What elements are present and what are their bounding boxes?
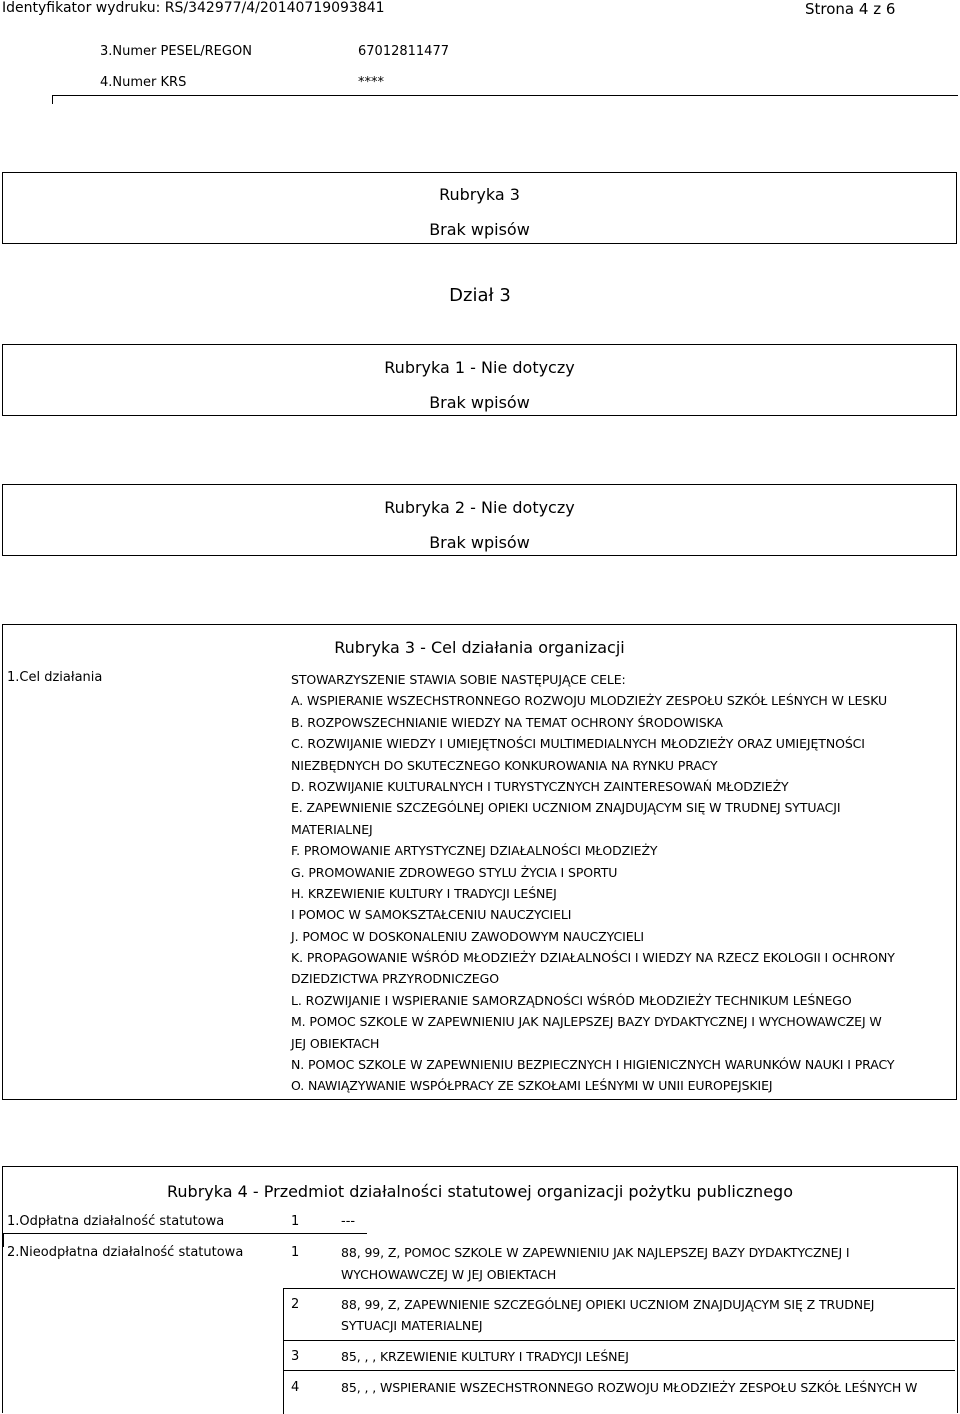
krs-label: 4.Numer KRS	[100, 75, 187, 90]
paid-row-tick	[3, 1233, 4, 1247]
unpaid-row-rule	[283, 1370, 955, 1371]
goal-line: JEJ OBIEKTACH	[291, 1035, 380, 1051]
goal-line: D. ROZWIJANIE KULTURALNYCH I TURYSTYCZNYCH ZAINTERESOWAŃ MŁODZIEŻY	[291, 778, 789, 794]
goal-line: B. ROZPOWSZECHNIANIE WIEDZY NA TEMAT OCHRONY ŚRODOWISKA	[291, 714, 723, 730]
section-rubryka-2	[2, 484, 957, 556]
goal-line: STOWARZYSZENIE STAWIA SOBIE NASTĘPUJĄCE CELE:	[291, 672, 626, 687]
goal-line: N. POMOC SZKOLE W ZAPEWNIENIU BEZPIECZNYCH I HIGIENICZNYCH WARUNKÓW NAUKI I PRACY	[291, 1057, 895, 1073]
section-title: Rubryka 3 - Cel działania organizacji	[334, 638, 625, 657]
paid-row-rule	[3, 1233, 367, 1234]
goal-line: DZIEDZICTWA PRZYRODNICZEGO	[291, 971, 499, 987]
section-title: Rubryka 4 - Przedmiot działalności statutowej organizacji pożytku publicznego	[167, 1182, 793, 1201]
unpaid-item-line: SYTUACJI MATERIALNEJ	[341, 1318, 483, 1333]
section-entry: Brak wpisów	[429, 220, 530, 239]
paid-activity-label: 1.Odpłatna działalność statutowa	[7, 1214, 225, 1229]
unpaid-col-rule	[283, 1288, 284, 1414]
goal-line: O. NAWIĄZYWANIE WSPÓŁPRACY ZE SZKOŁAMI LEŚNYMI W UNII EUROPEJSKIEJ	[291, 1078, 773, 1094]
unpaid-item-num: 2	[291, 1297, 300, 1312]
unpaid-activity-label: 2.Nieodpłatna działalność statutowa	[7, 1245, 244, 1260]
goal-line: NIEZBĘDNYCH DO SKUTECZNEGO KONKUROWANIA NA RYNKU PRACY	[291, 757, 718, 773]
pesel-label: 3.Numer PESEL/REGON	[100, 44, 252, 59]
section-entry: Brak wpisów	[429, 533, 530, 552]
goals-list	[291, 669, 895, 1097]
section-title: Rubryka 1 - Nie dotyczy	[384, 358, 575, 377]
goal-line: I POMOC W SAMOKSZTAŁCENIU NAUCZYCIELI	[291, 907, 572, 923]
unpaid-item-line: WYCHOWAWCZEJ W JEJ OBIEKTACH	[341, 1267, 557, 1282]
field-label: 1.Cel działania	[7, 670, 103, 685]
unpaid-row-rule	[283, 1340, 955, 1341]
page-number: Strona 4 z 6	[805, 0, 896, 18]
unpaid-item-line: 85, , , KRZEWIENIE KULTURY I TRADYCJI LEŚNEJ	[341, 1349, 629, 1364]
goal-line: A. WSPIERANIE WSZECHSTRONNEGO ROZWOJU MLODZIEŻY ZESPOŁU SZKÓŁ LEŚNYCH W LESKU	[291, 693, 887, 709]
goal-line: H. KRZEWIENIE KULTURY I TRADYCJI LEŚNEJ	[291, 885, 557, 901]
section-title: Rubryka 2 - Nie dotyczy	[384, 498, 575, 517]
goal-line: M. POMOC SZKOLE W ZAPEWNIENIU JAK NAJLEPSZEJ BAZY DYDAKTYCZNEJ I WYCHOWAWCZEJ W	[291, 1014, 882, 1030]
section-title: Rubryka 3	[439, 185, 520, 204]
paid-activity-value: ---	[341, 1214, 356, 1229]
goal-line: E. ZAPEWNIENIE SZCZEGÓLNEJ OPIEKI UCZNIOM ZNAJDUJĄCYM SIĘ W TRUDNEJ SYTUACJI	[291, 800, 841, 816]
unpaid-item-num: 1	[291, 1245, 300, 1260]
pesel-value: 67012811477	[358, 44, 449, 59]
unpaid-item-line: 88, 99, Z, POMOC SZKOLE W ZAPEWNIENIU JAK NAJLEPSZEJ BAZY DYDAKTYCZNEJ I	[341, 1245, 850, 1260]
unpaid-item-num: 4	[291, 1380, 300, 1395]
paid-activity-num: 1	[291, 1214, 300, 1229]
unpaid-item-line: 85, , , WSPIERANIE WSZECHSTRONNEGO ROZWOJU MŁODZIEŻY ZESPOŁU SZKÓŁ LEŚNYCH W	[341, 1380, 918, 1395]
section-entry: Brak wpisów	[429, 393, 530, 412]
goal-line: F. PROMOWANIE ARTYSTYCZNEJ DZIAŁALNOŚCI MŁODZIEŻY	[291, 843, 658, 859]
unpaid-row-rule	[283, 1288, 955, 1289]
unpaid-item-num: 3	[291, 1349, 300, 1364]
krs-value: ****	[358, 75, 384, 90]
id-rule	[52, 95, 958, 96]
goal-line: L. ROZWIJANIE I WSPIERANIE SAMORZĄDNOŚCI WŚRÓD MŁODZIEŻY TECHNIKUM LEŚNEGO	[291, 992, 852, 1008]
print-identifier: Identyfikator wydruku: RS/342977/4/20140719093841	[2, 0, 385, 16]
unpaid-item-line: 88, 99, Z, ZAPEWNIENIE SZCZEGÓLNEJ OPIEKI UCZNIOM ZNAJDUJĄCYM SIĘ Z TRUDNEJ	[341, 1297, 875, 1312]
section-rubryka-1	[2, 344, 957, 416]
goal-line: G. PROMOWANIE ZDROWEGO STYLU ŻYCIA I SPORTU	[291, 864, 618, 880]
section-przedmiot-dzialalnosci	[2, 1166, 958, 1413]
goal-line: J. POMOC W DOSKONALENIU ZAWODOWYM NAUCZYCIELI	[291, 928, 644, 944]
goal-line: K. PROPAGOWANIE WŚRÓD MŁODZIEŻY DZIAŁALNOŚCI I WIEDZY NA RZECZ EKOLOGII I OCHRONY	[291, 950, 895, 966]
section-cel-dzialania	[2, 624, 957, 1100]
dzial-title: Dział 3	[449, 285, 511, 306]
goal-line: MATERIALNEJ	[291, 821, 373, 837]
id-rule-tick	[52, 95, 53, 104]
goal-line: C. ROZWIJANIE WIEDZY I UMIEJĘTNOŚCI MULTIMEDIALNYCH MŁODZIEŻY ORAZ UMIEJĘTNOŚCI	[291, 736, 865, 752]
section-rubryka-3	[2, 172, 957, 244]
